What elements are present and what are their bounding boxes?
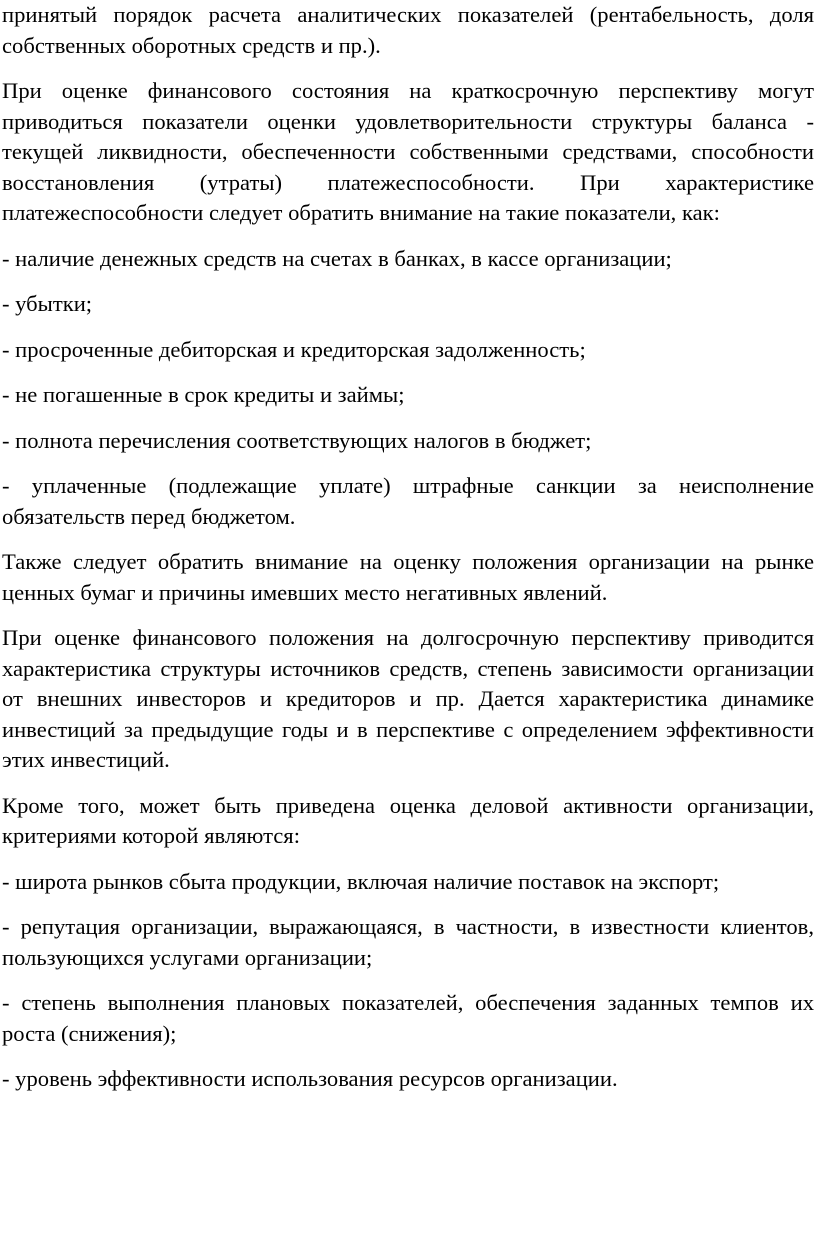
- paragraph-intro-continuation: принятый порядок расчета аналитических показателей (рентабельность, доля собственных оборотных средств и пр.).: [2, 2, 814, 58]
- list-item-overdue-debts: - просроченные дебиторская и кредиторская задолженность;: [2, 336, 586, 362]
- paragraph-business-activity: Кроме того, может быть приведена оценка деловой активности организации, критериями которой являются:: [2, 792, 814, 848]
- list-item-unpaid-loans: - не погашенные в срок кредиты и займы;: [2, 382, 405, 407]
- paragraph-long-term-assessment: При оценке финансового положения на долгосрочную перспективу приводится характеристика структуры источников средств, степень зависимости организации от внешних инвесторов и кредиторов и пр. Дается характеристика динамике инвестиций за предыдущие годы и в перспективе с определением эффективности этих инвестиций.: [2, 625, 814, 772]
- paragraph-securities-market: Также следует обратить внимание на оценку положения организации на рынке ценных бумаг и причины имевших место негативных явлений.: [2, 549, 814, 605]
- list-item-markets: - широта рынков сбыта продукции, включая наличие поставок на экспорт;: [2, 868, 720, 894]
- list-item-resource-efficiency: - уровень эффективности использования ресурсов организации.: [2, 1066, 618, 1091]
- list-item-cash: - наличие денежных средств на счетах в банках, в кассе организации;: [2, 245, 672, 271]
- list-item-losses: - убытки;: [2, 291, 93, 316]
- list-item-penalties: - уплаченные (подлежащие уплате) штрафные санкции за неисполнение обязательств перед бюджетом.: [2, 473, 814, 529]
- list-item-plan-fulfillment: - степень выполнения плановых показателей, обеспечения заданных темпов их роста (снижения);: [2, 990, 814, 1046]
- list-item-taxes: - полнота перечисления соответствующих налогов в бюджет;: [2, 427, 592, 453]
- paragraph-short-term-assessment: При оценке финансового состояния на краткосрочную перспективу могут приводиться показатели оценки удовлетворительности структуры баланса - текущей ликвидности, обеспеченности собственными средствами, способности восстановления (утраты) платежеспособности. При характеристике платежеспособности следует обратить внимание на такие показатели, как:: [2, 78, 814, 225]
- list-item-reputation: - репутация организации, выражающаяся, в частности, в известности клиентов, пользующихся услугами организации;: [2, 914, 814, 970]
